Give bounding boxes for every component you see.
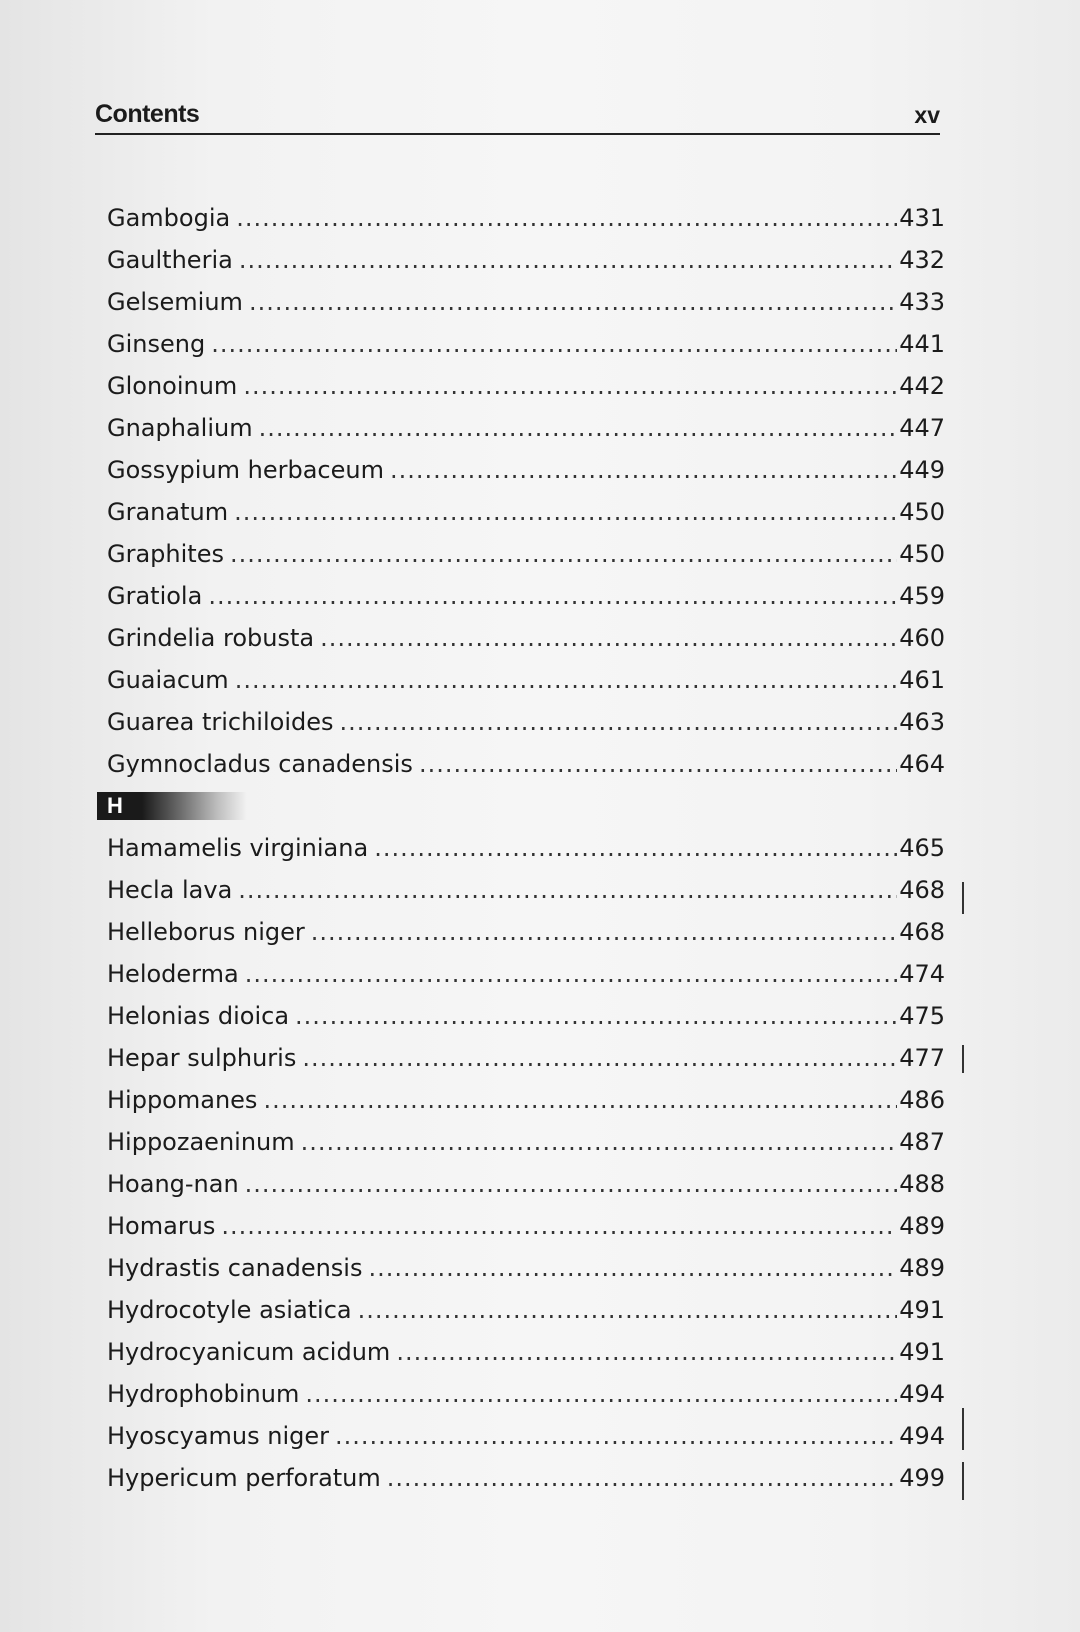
toc-entry-page: 489 (899, 1212, 945, 1240)
toc-entry (107, 533, 945, 575)
toc-entry-name: Gossypium herbaceum (107, 456, 384, 484)
toc-entry (107, 1037, 945, 1079)
toc-entry-page: 460 (899, 624, 945, 652)
toc-entry-name: Hypericum perforatum (107, 1464, 381, 1492)
toc-entry (107, 1205, 945, 1247)
dot-leader (301, 1121, 898, 1163)
toc-entry-page: 461 (899, 666, 945, 694)
running-head (95, 100, 940, 136)
toc-entry-page: 487 (899, 1128, 945, 1156)
margin-mark (962, 882, 964, 914)
toc-entry-page: 463 (899, 708, 945, 736)
toc-entry-name: Heloderma (107, 960, 239, 988)
dot-leader (208, 575, 897, 617)
toc-entry-name: Gelsemium (107, 288, 243, 316)
margin-mark (962, 1408, 964, 1450)
toc-entry (107, 1331, 945, 1373)
toc-entry (107, 995, 945, 1037)
toc-entry (107, 617, 945, 659)
table-of-contents (107, 197, 945, 1499)
toc-entry (107, 1121, 945, 1163)
toc-entry-page: 442 (899, 372, 945, 400)
toc-entry-page: 465 (899, 834, 945, 862)
dot-leader (419, 743, 897, 785)
toc-entry (107, 953, 945, 995)
toc-entry (107, 1373, 945, 1415)
dot-leader (340, 701, 898, 743)
toc-entry-name: Hamamelis virginiana (107, 834, 369, 862)
toc-entry-name: Homarus (107, 1212, 216, 1240)
toc-entry (107, 1247, 945, 1289)
section-letter: H (107, 793, 123, 818)
dot-leader (305, 1373, 897, 1415)
toc-entry (107, 659, 945, 701)
toc-entry-name: Hydrophobinum (107, 1380, 300, 1408)
toc-entry (107, 491, 945, 533)
dot-leader (245, 953, 897, 995)
toc-entry-name: Graphites (107, 540, 224, 568)
toc-entry-page: 477 (899, 1044, 945, 1072)
toc-entry-page: 468 (899, 876, 945, 904)
dot-leader (235, 659, 898, 701)
dot-leader (236, 197, 897, 239)
dot-leader (374, 827, 897, 869)
toc-entry-page: 459 (899, 582, 945, 610)
toc-entry-name: Gymnocladus canadensis (107, 750, 413, 778)
toc-entry (107, 323, 945, 365)
toc-entry-name: Glonoinum (107, 372, 238, 400)
toc-entry-name: Hecla lava (107, 876, 233, 904)
toc-entry (107, 1415, 945, 1457)
toc-entry-page: 433 (899, 288, 945, 316)
dot-leader (387, 1457, 897, 1499)
dot-leader (221, 1205, 897, 1247)
toc-entry (107, 449, 945, 491)
toc-entry-name: Guarea trichiloides (107, 708, 334, 736)
toc-entry-page: 464 (899, 750, 945, 778)
dot-leader (211, 323, 897, 365)
running-head-title: Contents (95, 100, 200, 128)
toc-entry-name: Gambogia (107, 204, 231, 232)
toc-entry (107, 743, 945, 785)
dot-leader (249, 281, 897, 323)
dot-leader (335, 1415, 897, 1457)
dot-leader (238, 869, 897, 911)
dot-leader (396, 1331, 897, 1373)
toc-entry (107, 197, 945, 239)
dot-leader (295, 995, 897, 1037)
dot-leader (243, 365, 897, 407)
toc-entry (107, 701, 945, 743)
toc-entry-page: 488 (899, 1170, 945, 1198)
toc-entry-name: Hydrocyanicum acidum (107, 1338, 391, 1366)
toc-entry (107, 911, 945, 953)
toc-entry (107, 1163, 945, 1205)
toc-entry-page: 489 (899, 1254, 945, 1282)
toc-entry-page: 447 (899, 414, 945, 442)
toc-entry-name: Hydrocotyle asiatica (107, 1296, 352, 1324)
margin-mark (962, 1462, 964, 1500)
toc-entry (107, 365, 945, 407)
toc-entry (107, 827, 945, 869)
section-letter-badge (97, 792, 247, 820)
toc-entry-name: Gratiola (107, 582, 203, 610)
toc-entry-page: 475 (899, 1002, 945, 1030)
toc-entry-name: Hippomanes (107, 1086, 258, 1114)
toc-entry-name: Gaultheria (107, 246, 233, 274)
toc-entry-page: 450 (899, 540, 945, 568)
toc-entry-page: 491 (899, 1338, 945, 1366)
running-head-page-number: xv (914, 102, 940, 128)
dot-leader (368, 1247, 897, 1289)
toc-entry-page: 474 (899, 960, 945, 988)
toc-entry-page: 499 (899, 1464, 945, 1492)
toc-entry (107, 869, 945, 911)
toc-entry-name: Ginseng (107, 330, 206, 358)
toc-entry-page: 491 (899, 1296, 945, 1324)
dot-leader (239, 239, 897, 281)
dot-leader (259, 407, 898, 449)
toc-entry-name: Guaiacum (107, 666, 229, 694)
toc-entry-page: 431 (899, 204, 945, 232)
margin-mark (962, 1045, 964, 1073)
toc-entry-name: Hepar sulphuris (107, 1044, 297, 1072)
dot-leader (320, 617, 897, 659)
toc-entry-page: 441 (899, 330, 945, 358)
toc-entry-name: Grindelia robusta (107, 624, 315, 652)
toc-entry-name: Helleborus niger (107, 918, 305, 946)
toc-entry-name: Hyoscyamus niger (107, 1422, 330, 1450)
dot-leader (234, 491, 897, 533)
dot-leader (390, 449, 897, 491)
section-header (107, 785, 945, 827)
dot-leader (311, 911, 897, 953)
toc-entry-page: 432 (899, 246, 945, 274)
toc-entry-name: Hippozaeninum (107, 1128, 295, 1156)
toc-entry-page: 486 (899, 1086, 945, 1114)
toc-entry (107, 575, 945, 617)
dot-leader (358, 1289, 898, 1331)
toc-entry (107, 1289, 945, 1331)
toc-entry (107, 239, 945, 281)
toc-entry (107, 407, 945, 449)
header-rule (95, 133, 940, 135)
dot-leader (302, 1037, 897, 1079)
dot-leader (245, 1163, 898, 1205)
toc-entry-page: 494 (899, 1380, 945, 1408)
toc-entry (107, 1457, 945, 1499)
toc-entry-name: Gnaphalium (107, 414, 253, 442)
dot-leader (230, 533, 897, 575)
dot-leader (263, 1079, 897, 1121)
toc-entry-page: 450 (899, 498, 945, 526)
toc-entry-page: 468 (899, 918, 945, 946)
toc-entry-name: Hydrastis canadensis (107, 1254, 363, 1282)
toc-entry (107, 1079, 945, 1121)
toc-entry-page: 449 (899, 456, 945, 484)
toc-entry-name: Granatum (107, 498, 229, 526)
toc-entry-name: Helonias dioica (107, 1002, 290, 1030)
toc-entry (107, 281, 945, 323)
toc-entry-name: Hoang-nan (107, 1170, 239, 1198)
toc-entry-page: 494 (899, 1422, 945, 1450)
